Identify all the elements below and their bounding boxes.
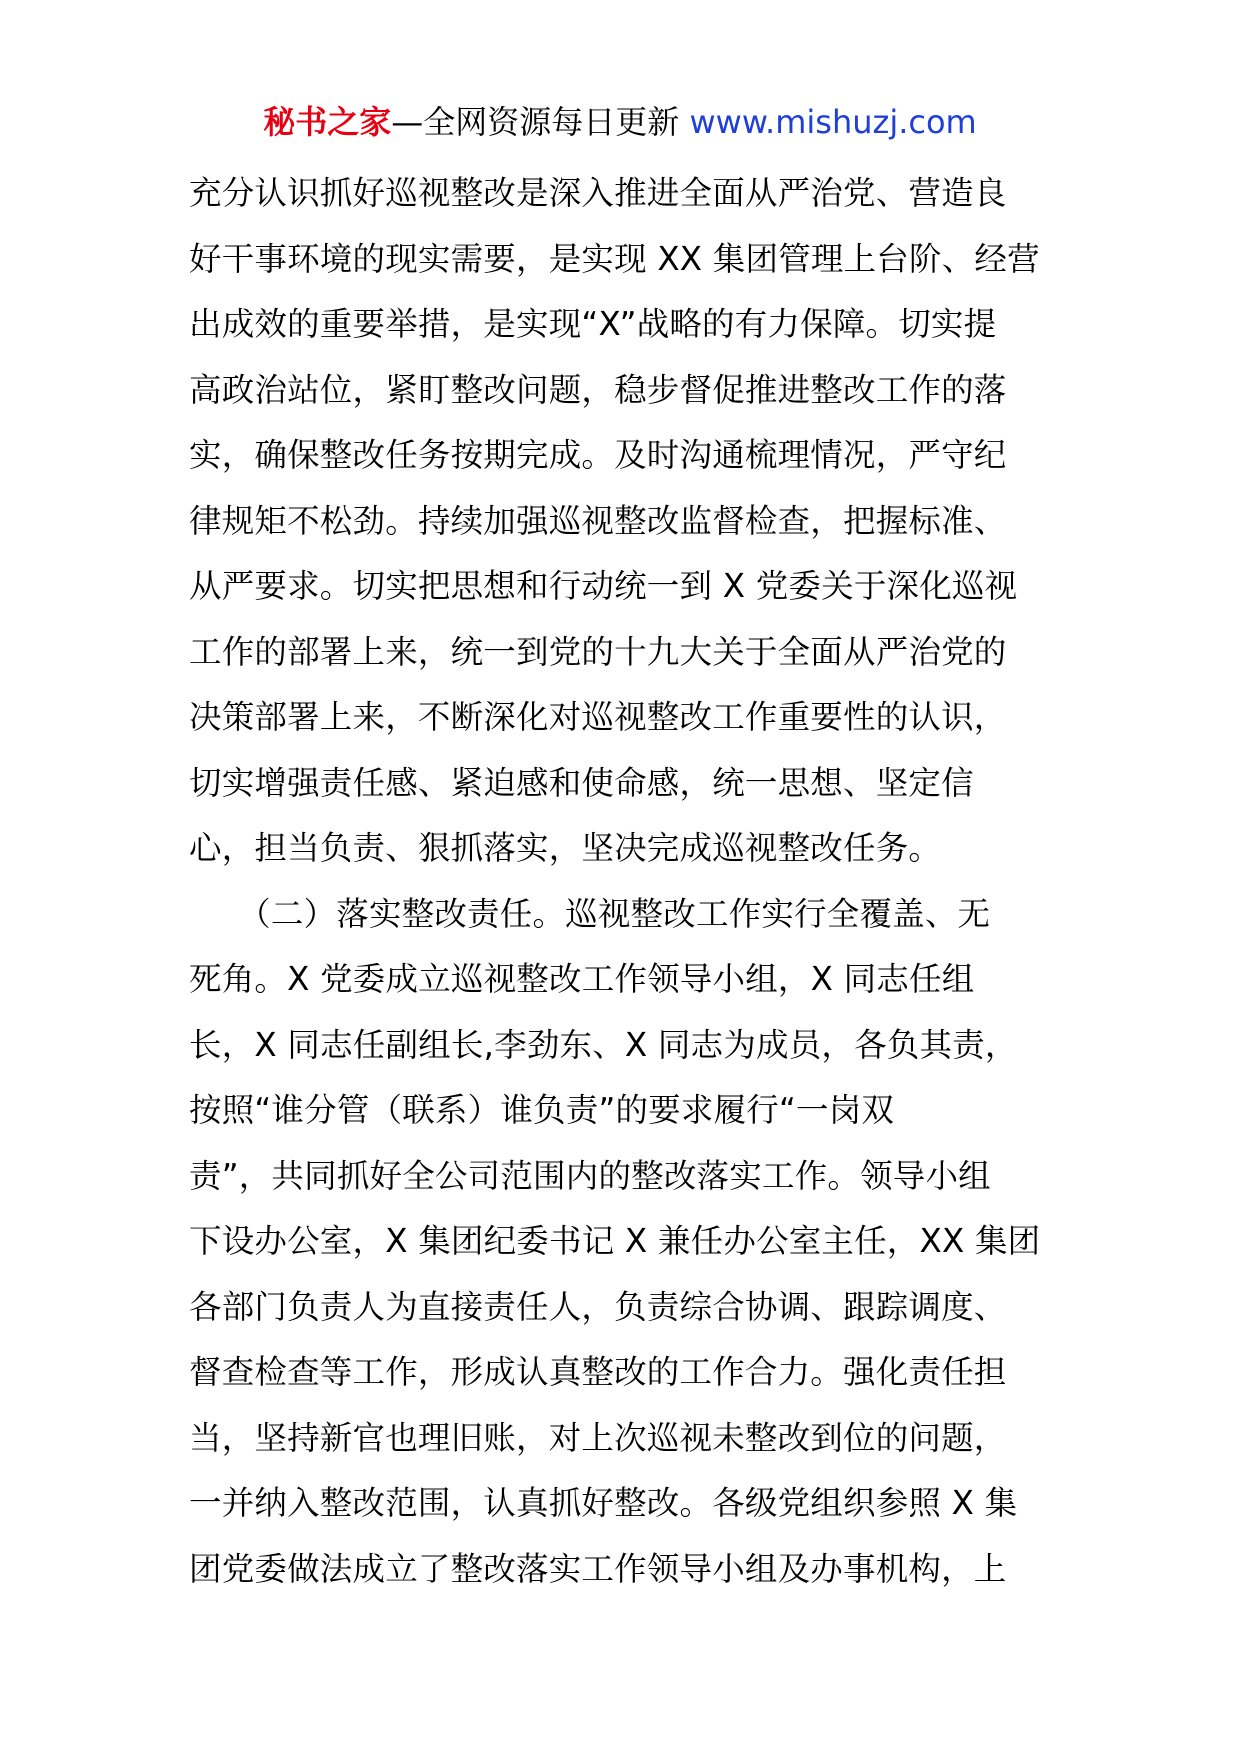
text-line: 团党委做法成立了整改落实工作领导小组及办事机构，上 xyxy=(189,1549,1007,1588)
text-line: 充分认识抓好巡视整改是深入推进全面从严治党、营造良 xyxy=(189,174,1007,212)
site-header xyxy=(0,100,1240,144)
text-line: 督查检查等工作，形成认真整改的工作合力。强化责任担 xyxy=(189,1353,1007,1391)
text-line: 决策部署上来，不断深化对巡视整改工作重要性的认识， xyxy=(189,698,1007,736)
text-line: 好干事环境的现实需要，是实现 XX 集团管理上台阶、经营 xyxy=(189,239,1040,278)
text-line: 按照“谁分管（联系）谁负责”的要求履行“一岗双 xyxy=(189,1091,895,1129)
text-line: 长，X 同志任副组长,李劲东、X 同志为成员，各负其责， xyxy=(189,1025,1018,1064)
text-line: 责”，共同抓好全公司范围内的整改落实工作。领导小组 xyxy=(189,1156,991,1195)
text-line: 心，担当负责、狠抓落实，坚决完成巡视整改任务。 xyxy=(189,829,942,867)
text-line: （二）落实整改责任。巡视整改工作实行全覆盖、无 xyxy=(189,894,991,933)
document-body xyxy=(189,161,1069,1602)
text-line: 工作的部署上来，统一到党的十九大关于全面从严治党的 xyxy=(189,632,1007,671)
site-brand: 秘书之家 xyxy=(263,103,392,141)
text-line: 出成效的重要举措，是实现“X”战略的有力保障。切实提 xyxy=(189,305,997,343)
text-line: 从严要求。切实把思想和行动统一到 X 党委关于深化巡视 xyxy=(189,567,1018,605)
text-line: 各部门负责人为直接责任人，负责综合协调、跟踪调度、 xyxy=(189,1287,1007,1326)
text-line: 一并纳入整改范围，认真抓好整改。各级党组织参照 X 集 xyxy=(189,1484,1018,1522)
text-line: 当，坚持新官也理旧账，对上次巡视未整改到位的问题， xyxy=(189,1418,1007,1457)
text-line: 切实增强责任感、紧迫感和使命感，统一思想、坚定信 xyxy=(189,763,974,802)
site-url[interactable]: www.mishuzj.com xyxy=(689,103,977,141)
text-line: 高政治站位，紧盯整改问题，稳步督促推进整改工作的落 xyxy=(189,370,1007,409)
text-line: 下设办公室，X 集团纪委书记 X 兼任办公室主任，XX 集团 xyxy=(189,1222,1041,1260)
site-slogan: —全网资源每日更新 xyxy=(391,103,690,141)
text-line: 实，确保整改任务按期完成。及时沟通梳理情况，严守纪 xyxy=(189,436,1007,474)
text-line: 律规矩不松劲。持续加强巡视整改监督检查，把握标准、 xyxy=(189,501,1007,540)
text-line: 死角。X 党委成立巡视整改工作领导小组，X 同志任组 xyxy=(189,960,975,998)
